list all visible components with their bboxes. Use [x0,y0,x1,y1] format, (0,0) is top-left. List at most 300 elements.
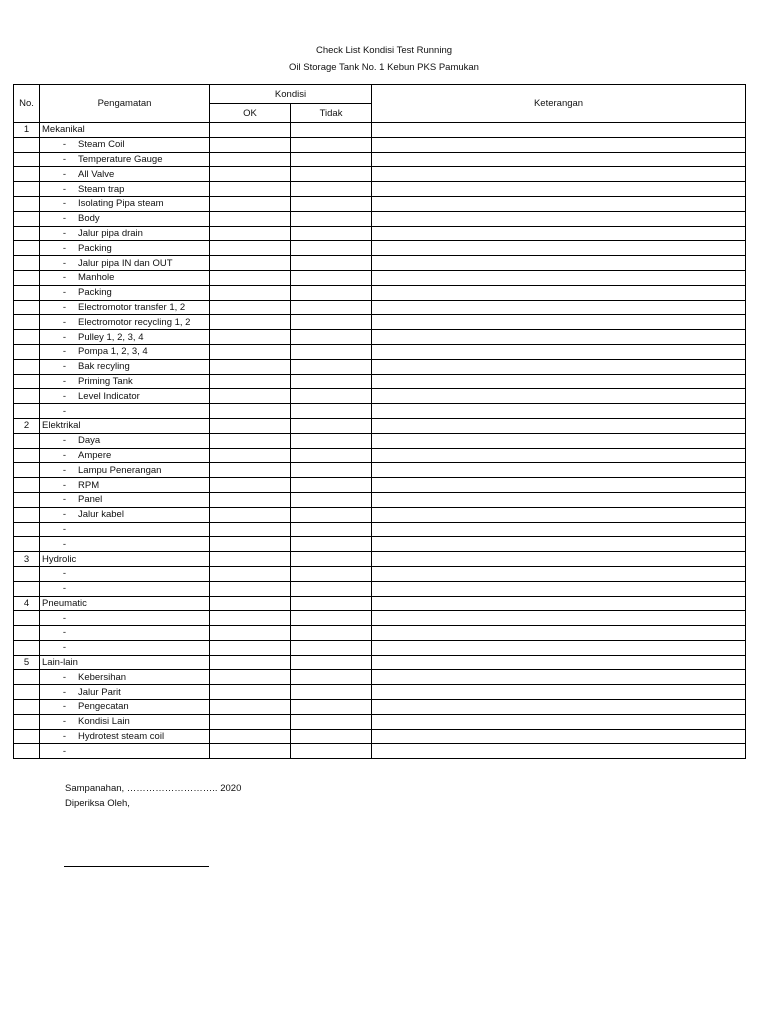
item-bullet: - [62,479,66,491]
item-number-cell [14,685,40,700]
item-cell [40,330,210,345]
item-label: Electromotor recycling 1, 2 [78,316,191,328]
tidak-cell[interactable] [291,655,372,670]
ok-cell[interactable] [210,448,291,463]
item-number-cell [14,478,40,493]
item-bullet: - [62,361,66,373]
item-row [14,241,746,256]
item-bullet: - [62,375,66,387]
item-number-cell [14,389,40,404]
item-bullet: - [62,227,66,239]
item-label: Lampu Penerangan [78,464,162,476]
keterangan-cell[interactable] [372,123,746,138]
item-bullet: - [62,568,66,580]
keterangan-cell[interactable] [372,611,746,626]
item-row [14,492,746,507]
keterangan-cell[interactable] [372,640,746,655]
section-name: Elektrikal [40,418,210,433]
section-name: Mekanikal [40,123,210,138]
keterangan-cell[interactable] [372,374,746,389]
item-cell [40,685,210,700]
tidak-cell[interactable] [291,478,372,493]
item-bullet: - [62,449,66,461]
ok-cell[interactable] [210,626,291,641]
header-kondisi: Kondisi [210,85,372,104]
item-number-cell [14,537,40,552]
ok-cell[interactable] [210,256,291,271]
item-number-cell [14,700,40,715]
item-number-cell [14,196,40,211]
section-name: Lain-lain [40,655,210,670]
item-label: Panel [78,494,103,506]
keterangan-cell[interactable] [372,478,746,493]
item-number-cell [14,522,40,537]
tidak-cell[interactable] [291,137,372,152]
item-cell [40,448,210,463]
checklist-body [14,123,746,759]
ok-cell[interactable] [210,729,291,744]
item-cell [40,729,210,744]
item-cell [40,507,210,522]
document-subtitle: Oil Storage Tank No. 1 Kebun PKS Pamukan [289,62,479,73]
item-row [14,537,746,552]
keterangan-cell[interactable] [372,552,746,567]
ok-cell[interactable] [210,167,291,182]
item-row [14,256,746,271]
ok-cell[interactable] [210,463,291,478]
ok-cell[interactable] [210,700,291,715]
tidak-cell[interactable] [291,596,372,611]
item-cell [40,626,210,641]
keterangan-cell[interactable] [372,211,746,226]
item-number-cell [14,744,40,759]
item-bullet: - [62,523,66,535]
section-number: 2 [14,418,40,433]
keterangan-cell[interactable] [372,241,746,256]
item-cell [40,433,210,448]
item-row [14,433,746,448]
item-cell [40,581,210,596]
item-bullet: - [62,153,66,165]
section-row [14,655,746,670]
ok-cell[interactable] [210,226,291,241]
item-number-cell [14,359,40,374]
checklist-table [13,84,746,759]
item-bullet: - [62,464,66,476]
keterangan-cell[interactable] [372,626,746,641]
keterangan-cell[interactable] [372,330,746,345]
tidak-cell[interactable] [291,315,372,330]
item-row [14,167,746,182]
item-bullet: - [62,198,66,210]
tidak-cell[interactable] [291,404,372,419]
keterangan-cell[interactable] [372,285,746,300]
ok-cell[interactable] [210,137,291,152]
tidak-cell[interactable] [291,211,372,226]
item-row [14,182,746,197]
section-name: Pneumatic [40,596,210,611]
tidak-cell[interactable] [291,492,372,507]
item-cell [40,492,210,507]
section-row [14,123,746,138]
item-bullet: - [62,316,66,328]
item-number-cell [14,463,40,478]
keterangan-cell[interactable] [372,196,746,211]
ok-cell[interactable] [210,611,291,626]
ok-cell[interactable] [210,374,291,389]
ok-cell[interactable] [210,152,291,167]
item-row [14,566,746,581]
tidak-cell[interactable] [291,507,372,522]
tidak-cell[interactable] [291,700,372,715]
keterangan-cell[interactable] [372,256,746,271]
item-cell [40,522,210,537]
section-number: 3 [14,552,40,567]
keterangan-cell[interactable] [372,670,746,685]
item-bullet: - [62,627,66,639]
ok-cell[interactable] [210,744,291,759]
item-label: Isolating Pipa steam [78,198,164,210]
item-cell [40,404,210,419]
tidak-cell[interactable] [291,389,372,404]
item-cell [40,566,210,581]
item-row [14,226,746,241]
item-row [14,152,746,167]
item-label: Daya [78,435,101,447]
item-number-cell [14,492,40,507]
item-label: Kebersihan [78,671,127,683]
ok-cell[interactable] [210,315,291,330]
item-number-cell [14,404,40,419]
ok-cell[interactable] [210,685,291,700]
item-row [14,137,746,152]
header-ok: OK [210,104,291,123]
item-bullet: - [62,642,66,654]
tidak-cell[interactable] [291,463,372,478]
keterangan-cell[interactable] [372,433,746,448]
item-cell [40,137,210,152]
keterangan-cell[interactable] [372,389,746,404]
item-number-cell [14,374,40,389]
item-bullet: - [62,745,66,757]
keterangan-cell[interactable] [372,300,746,315]
tidak-cell[interactable] [291,744,372,759]
tidak-cell[interactable] [291,123,372,138]
keterangan-cell[interactable] [372,700,746,715]
item-number-cell [14,448,40,463]
keterangan-cell[interactable] [372,685,746,700]
item-row [14,729,746,744]
item-bullet: - [62,139,66,151]
item-cell [40,315,210,330]
ok-cell[interactable] [210,581,291,596]
item-label: Pompa 1, 2, 3, 4 [78,346,148,358]
ok-cell[interactable] [210,404,291,419]
keterangan-cell[interactable] [372,492,746,507]
item-cell [40,270,210,285]
tidak-cell[interactable] [291,359,372,374]
item-label: RPM [78,479,100,491]
item-label: Electromotor transfer 1, 2 [78,301,186,313]
keterangan-cell[interactable] [372,566,746,581]
tidak-cell[interactable] [291,196,372,211]
item-cell [40,359,210,374]
item-label: Manhole [78,272,115,284]
item-bullet: - [62,183,66,195]
document-title: Check List Kondisi Test Running [315,45,453,56]
keterangan-cell[interactable] [372,448,746,463]
item-row [14,611,746,626]
ok-cell[interactable] [210,537,291,552]
tidak-cell[interactable] [291,729,372,744]
item-row [14,744,746,759]
tidak-cell[interactable] [291,522,372,537]
ok-cell[interactable] [210,714,291,729]
keterangan-cell[interactable] [372,226,746,241]
tidak-cell[interactable] [291,167,372,182]
keterangan-cell[interactable] [372,507,746,522]
keterangan-cell[interactable] [372,463,746,478]
tidak-cell[interactable] [291,182,372,197]
item-bullet: - [62,731,66,743]
place-date: Sampanahan, ……………………….. 2020 [65,783,242,794]
tidak-cell[interactable] [291,300,372,315]
keterangan-cell[interactable] [372,344,746,359]
item-number-cell [14,300,40,315]
item-bullet: - [62,257,66,269]
tidak-cell[interactable] [291,626,372,641]
item-label: Jalur Parit [78,686,121,698]
item-row [14,463,746,478]
item-cell [40,285,210,300]
tidak-cell[interactable] [291,374,372,389]
ok-cell[interactable] [210,433,291,448]
item-bullet: - [62,494,66,506]
keterangan-cell[interactable] [372,596,746,611]
item-number-cell [14,152,40,167]
ok-cell[interactable] [210,241,291,256]
item-bullet: - [62,716,66,728]
item-label: Ampere [78,449,112,461]
ok-cell[interactable] [210,655,291,670]
ok-cell[interactable] [210,196,291,211]
item-number-cell [14,226,40,241]
item-cell [40,478,210,493]
tidak-cell[interactable] [291,581,372,596]
item-cell [40,537,210,552]
keterangan-cell[interactable] [372,137,746,152]
item-bullet: - [62,583,66,595]
item-row [14,315,746,330]
item-number-cell [14,433,40,448]
item-cell [40,344,210,359]
item-row [14,359,746,374]
item-label: Pengecatan [78,701,129,713]
item-number-cell [14,211,40,226]
ok-cell[interactable] [210,123,291,138]
ok-cell[interactable] [210,270,291,285]
ok-cell[interactable] [210,492,291,507]
item-label: Packing [78,242,112,254]
item-bullet: - [62,686,66,698]
tidak-cell[interactable] [291,714,372,729]
item-label: Steam trap [78,183,125,195]
ok-cell[interactable] [210,507,291,522]
item-number-cell [14,714,40,729]
keterangan-cell[interactable] [372,522,746,537]
item-bullet: - [62,390,66,402]
item-number-cell [14,315,40,330]
item-row [14,626,746,641]
keterangan-cell[interactable] [372,182,746,197]
header-keterangan: Keterangan [372,85,746,123]
header-pengamatan: Pengamatan [40,85,210,123]
keterangan-cell[interactable] [372,714,746,729]
header-tidak: Tidak [291,104,372,123]
item-row [14,344,746,359]
ok-cell[interactable] [210,330,291,345]
section-number: 4 [14,596,40,611]
ok-cell[interactable] [210,285,291,300]
keterangan-cell[interactable] [372,418,746,433]
ok-cell[interactable] [210,182,291,197]
item-row [14,300,746,315]
section-row [14,418,746,433]
tidak-cell[interactable] [291,226,372,241]
item-label: Jalur pipa IN dan OUT [78,257,173,269]
header-no: No. [14,85,40,123]
tidak-cell[interactable] [291,448,372,463]
tidak-cell[interactable] [291,537,372,552]
tidak-cell[interactable] [291,566,372,581]
item-cell [40,152,210,167]
keterangan-cell[interactable] [372,315,746,330]
keterangan-cell[interactable] [372,729,746,744]
item-label: Priming Tank [78,375,133,387]
tidak-cell[interactable] [291,256,372,271]
ok-cell[interactable] [210,300,291,315]
signature-line [64,866,209,867]
ok-cell[interactable] [210,566,291,581]
ok-cell[interactable] [210,389,291,404]
item-bullet: - [62,331,66,343]
tidak-cell[interactable] [291,640,372,655]
item-number-cell [14,285,40,300]
tidak-cell[interactable] [291,241,372,256]
tidak-cell[interactable] [291,433,372,448]
ok-cell[interactable] [210,640,291,655]
item-bullet: - [62,242,66,254]
keterangan-cell[interactable] [372,152,746,167]
section-row [14,552,746,567]
item-bullet: - [62,701,66,713]
item-row [14,700,746,715]
ok-cell[interactable] [210,344,291,359]
checked-by-label: Diperiksa Oleh, [65,798,130,809]
item-label: Kondisi Lain [78,716,130,728]
item-row [14,389,746,404]
item-row [14,270,746,285]
tidak-cell[interactable] [291,330,372,345]
ok-cell[interactable] [210,522,291,537]
keterangan-cell[interactable] [372,404,746,419]
item-row [14,670,746,685]
item-label: Pulley 1, 2, 3, 4 [78,331,144,343]
item-number-cell [14,611,40,626]
item-bullet: - [62,509,66,521]
item-label: Body [78,213,100,225]
item-label: Hydrotest steam coil [78,731,165,743]
keterangan-cell[interactable] [372,581,746,596]
item-number-cell [14,566,40,581]
keterangan-cell[interactable] [372,744,746,759]
item-label: Steam Coil [78,139,125,151]
tidak-cell[interactable] [291,418,372,433]
item-row [14,581,746,596]
item-row [14,685,746,700]
tidak-cell[interactable] [291,344,372,359]
item-cell [40,374,210,389]
item-number-cell [14,256,40,271]
tidak-cell[interactable] [291,552,372,567]
ok-cell[interactable] [210,359,291,374]
item-bullet: - [62,671,66,683]
item-number-cell [14,626,40,641]
item-row [14,404,746,419]
item-number-cell [14,137,40,152]
item-label: Bak recyling [78,361,130,373]
keterangan-cell[interactable] [372,655,746,670]
item-row [14,285,746,300]
tidak-cell[interactable] [291,685,372,700]
item-number-cell [14,729,40,744]
ok-cell[interactable] [210,596,291,611]
section-number: 5 [14,655,40,670]
item-bullet: - [62,168,66,180]
item-row [14,330,746,345]
item-number-cell [14,241,40,256]
tidak-cell[interactable] [291,270,372,285]
item-bullet: - [62,213,66,225]
item-number-cell [14,270,40,285]
item-cell [40,670,210,685]
keterangan-cell[interactable] [372,270,746,285]
keterangan-cell[interactable] [372,359,746,374]
ok-cell[interactable] [210,418,291,433]
item-cell [40,744,210,759]
item-cell [40,463,210,478]
keterangan-cell[interactable] [372,537,746,552]
ok-cell[interactable] [210,211,291,226]
tidak-cell[interactable] [291,670,372,685]
keterangan-cell[interactable] [372,167,746,182]
item-number-cell [14,167,40,182]
tidak-cell[interactable] [291,611,372,626]
tidak-cell[interactable] [291,152,372,167]
item-bullet: - [62,272,66,284]
item-bullet: - [62,301,66,313]
item-row [14,478,746,493]
item-label: Level Indicator [78,390,140,402]
ok-cell[interactable] [210,552,291,567]
ok-cell[interactable] [210,478,291,493]
item-cell [40,714,210,729]
item-cell [40,300,210,315]
item-row [14,448,746,463]
tidak-cell[interactable] [291,285,372,300]
item-label: Packing [78,287,112,299]
ok-cell[interactable] [210,670,291,685]
